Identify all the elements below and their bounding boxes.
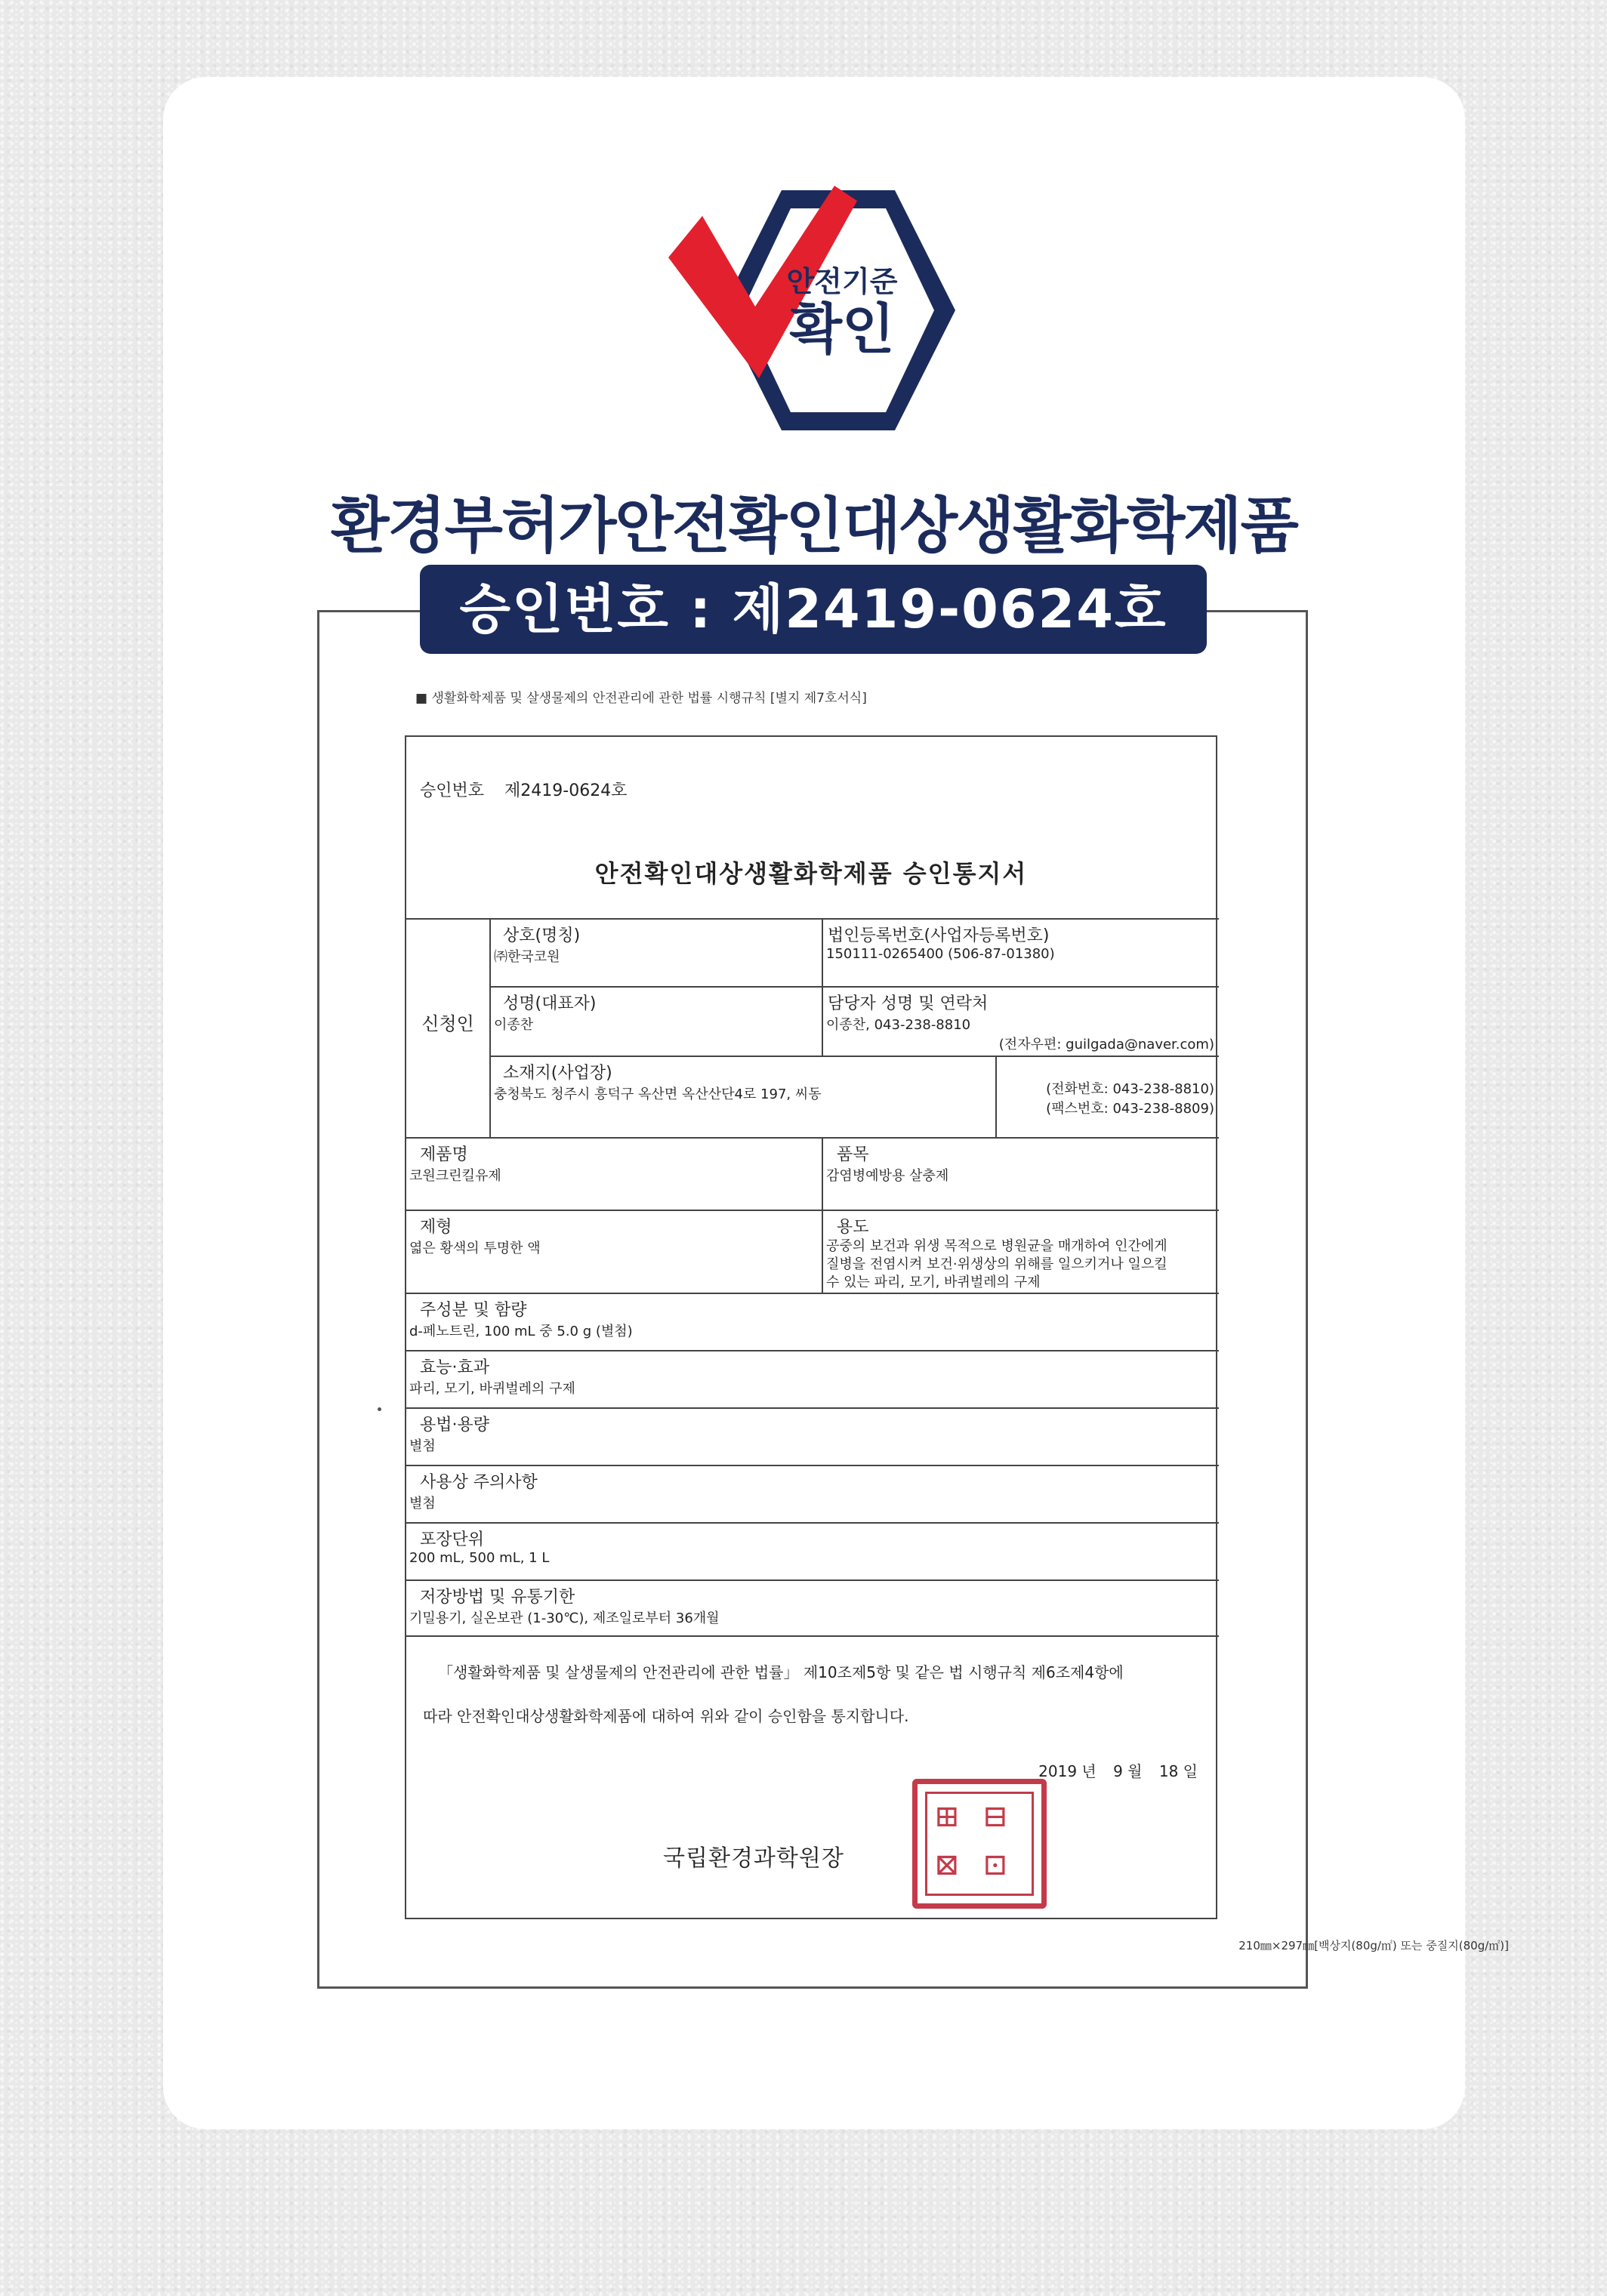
contact-cell [823,988,1217,1053]
usage-label: 용도 [837,1218,869,1237]
company-label: 상호(명칭) [503,926,581,945]
ingredient-label: 주성분 및 함량 [420,1301,527,1320]
date-year: 2019 년 [1038,1762,1097,1780]
date-day: 18 일 [1158,1762,1198,1780]
product-name-value: 코원크린킬유제 [409,1168,501,1184]
approval-label: 승인번호 [420,781,485,800]
paper-size-note: 210㎜×297㎜[백상지(80g/㎡) 또는 중질지(80g/㎡)] [1238,1939,1509,1952]
product-name-cell [406,1139,501,1185]
package-value: 200 mL, 500 mL, 1 L [409,1550,550,1566]
package-row [406,1522,1219,1579]
notice-text [423,1650,1208,1738]
dosage-row [406,1407,1219,1465]
dosage-value: 별첨 [409,1438,436,1454]
item-label: 품목 [837,1145,869,1164]
company-cell [491,920,580,966]
ingredient-row [406,1293,1219,1350]
product-name-label: 제품명 [420,1145,468,1164]
rep-label: 성명(대표자) [503,994,597,1013]
caution-row [406,1465,1219,1522]
form-title: 안전확인대상생활화학제품 승인통지서 [594,859,1028,888]
item-cell [823,1139,948,1185]
form-type-cell [406,1211,541,1257]
contact-label: 담당자 성명 및 연락처 [828,994,989,1013]
corp-reg-label: 법인등록번호(사업자등록번호) [828,926,1050,945]
usage-line-1: 공중의 보건과 위생 목적으로 병원균을 매개하여 인간에게 [826,1238,1167,1254]
storage-label: 저장방법 및 유통기한 [420,1588,575,1607]
contact-value: 이종찬, 043-238-8810 [826,1017,971,1033]
approval-notice-form [405,735,1217,1919]
address-label: 소재지(사업장) [503,1064,612,1083]
item-value: 감염병예방용 살충제 [826,1168,949,1184]
form-type-value: 엷은 황색의 투명한 액 [409,1240,541,1256]
official-seal-icon: ⊞ ⊟ ⊠ ⊡ [912,1779,1047,1909]
issue-date [1026,1759,1198,1781]
scan-speck [378,1407,381,1411]
corp-reg-cell [823,920,1055,962]
applicant-block [406,918,1219,1137]
issuer-name: 국립환경과학원장 [663,1845,844,1872]
efficacy-value: 파리, 모기, 바퀴벌레의 구제 [409,1381,575,1397]
date-month: 9 월 [1113,1762,1143,1780]
form-note: ■ 생활화학제품 및 살생물제의 안전관리에 관한 법률 시행규칙 [별지 제7호서식] [415,691,867,706]
approval-value: 제2419-0624호 [504,781,628,800]
logo-line2: 확인 [789,297,895,361]
package-label: 포장단위 [420,1530,485,1549]
address-cell [491,1057,822,1103]
efficacy-row [406,1350,1219,1407]
phone-value: (전화번호: 043-238-8810) [1046,1081,1214,1097]
fax-value: (팩스번호: 043-238-8809) [1046,1101,1214,1117]
usage-line-3: 수 있는 파리, 모기, 바퀴벌레의 구제 [826,1274,1041,1290]
usage-line-2: 질병을 전염시켜 보건·위생상의 위해를 일으키거나 일으킬 [826,1256,1167,1272]
product-row [406,1137,1219,1210]
caution-label: 사용상 주의사항 [420,1473,538,1492]
corp-reg-value: 150111-0265400 (506-87-01380) [826,946,1055,962]
company-value: ㈜한국코원 [494,949,560,965]
approval-number-banner: 승인번호 : 제2419-0624호 [420,565,1207,654]
form-usage-row [406,1210,1219,1293]
dosage-label: 용법·용량 [420,1416,490,1435]
usage-cell [823,1211,1219,1292]
notice-line-1: 「생활화학제품 및 살생물제의 안전관리에 관한 법률」 제10조제5항 및 같은 법 시행규칙 제6조제4항에 [438,1663,1124,1681]
email-value: (전자우편: guilgada@naver.com) [998,1037,1214,1052]
safety-check-logo-icon [668,186,955,435]
efficacy-label: 효능·효과 [420,1358,490,1377]
storage-value: 기밀용기, 실온보관 (1-30℃), 제조일로부터 36개월 [409,1610,720,1626]
address-value: 충청북도 청주시 흥덕구 옥산면 옥산산단4로 197, 씨동 [494,1086,822,1102]
notice-line-2: 따라 안전확인대상생활화학제품에 대하여 위와 같이 승인함을 통지합니다. [423,1707,909,1725]
approval-line [420,778,642,801]
rep-cell [491,988,596,1034]
phone-fax-cell [997,1080,1217,1119]
caution-value: 별첨 [409,1496,436,1512]
storage-row [406,1579,1219,1637]
form-type-label: 제형 [420,1218,452,1237]
ingredient-value: d-페노트린, 100 mL 중 5.0 g (별첨) [409,1324,633,1339]
rep-value: 이종찬 [494,1017,534,1033]
logo-line1: 안전기준 [786,265,898,298]
applicant-label: 신청인 [421,1013,474,1034]
main-title: 환경부허가안전확인대상생활화학제품 [331,491,1297,561]
